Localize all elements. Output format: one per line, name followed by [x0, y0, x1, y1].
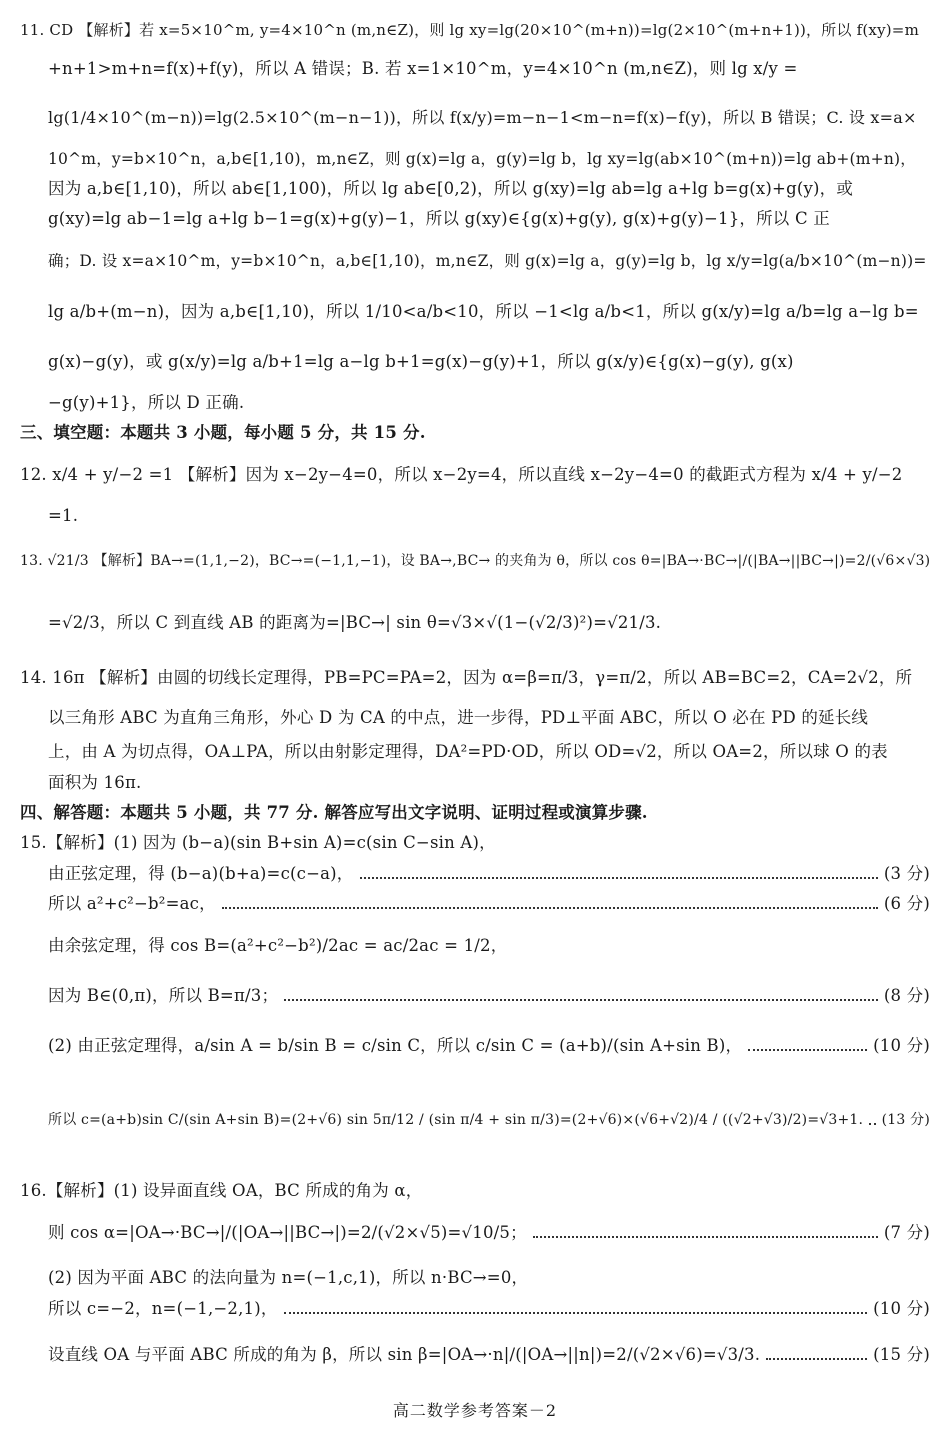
- leader-dots: [869, 1123, 875, 1125]
- leader-dots: [284, 999, 878, 1001]
- q13-line-2: =√2/3，所以 C 到直线 AB 的距离为=|BC→| sin θ=√3×√(1−(√2/3)²)=√21/3.: [48, 613, 662, 632]
- q11-line-7: 确；D. 设 x=a×10^m，y=b×10^n，a,b∈[1,10)，m,n∈Z，则 g(x)=lg a，g(y)=lg b，lg x/y=lg(a/b×10^(m−n))=: [48, 252, 927, 270]
- q15-step-2: [48, 891, 930, 917]
- q12-line-1: 12. x/4 + y/−2 =1 【解析】因为 x−2y−4=0，所以 x−2y=4，所以直线 x−2y−4=0 的截距式方程为 x/4 + y/−2: [20, 465, 903, 484]
- section-4-heading: 四、解答题：本题共 5 小题，共 77 分. 解答应写出文字说明、证明过程或演算步骤.: [20, 803, 648, 822]
- q16-step-4: [48, 1342, 930, 1368]
- q11-line-2: +n+1>m+n=f(x)+f(y)，所以 A 错误；B. 若 x=1×10^m，y=4×10^n (m,n∈Z)，则 lg x/y =: [48, 59, 798, 78]
- q11-line-9: g(x)−g(y)，或 g(x/y)=lg a/b+1=lg a−lg b+1=g(x)−g(y)+1，所以 g(x/y)∈{g(x)−g(y), g(x): [48, 352, 794, 371]
- leader-dots: [222, 907, 878, 909]
- leader-dots: [284, 1312, 868, 1314]
- q15-step-4: [48, 983, 930, 1009]
- q15-step-5-score: (10 分): [873, 1036, 930, 1055]
- leader-dots: [766, 1358, 867, 1360]
- q11-line-3: lg(1/4×10^(m−n))=lg(2.5×10^(m−n−1))，所以 f(x/y)=m−n−1<m−n=f(x)−f(y)，所以 B 错误；C. 设 x=a×: [48, 108, 917, 127]
- q11-line-8: lg a/b+(m−n)，因为 a,b∈[1,10)，所以 1/10<a/b<10，所以 −1<lg a/b<1，所以 g(x/y)=lg a/b=lg a−lg b=: [48, 302, 919, 321]
- q15-step-5: [48, 1033, 930, 1059]
- q16-step-1-text: 则 cos α=|OA→·BC→|/(|OA→||BC→|)=2/(√2×√5)=√10/5；: [48, 1223, 527, 1242]
- q11-line-1: 11. CD 【解析】若 x=5×10^m, y=4×10^n (m,n∈Z)，则 lg xy=lg(20×10^(m+n))=lg(2×10^(m+n+1))，所以 f(xy)=m: [20, 21, 920, 39]
- q12-line-2: =1.: [48, 506, 79, 525]
- leader-dots: [360, 877, 878, 879]
- q13-line-1: 13. √21/3 【解析】BA→=(1,1,−2)，BC→=(−1,1,−1)，设 BA→,BC→ 的夹角为 θ，所以 cos θ=|BA→·BC→|/(|BA→||BC→|)=2/(√6×√3): [20, 553, 931, 569]
- q15-step-5-text: (2) 由正弦定理得，a/sin A = b/sin B = c/sin C，所以 c/sin C = (a+b)/(sin A+sin B)，: [48, 1036, 743, 1055]
- q15-step-1-text: 由正弦定理，得 (b−a)(b+a)=c(c−a)，: [48, 864, 354, 883]
- q15-step-6: [48, 1107, 930, 1133]
- q15-step-1: [48, 861, 930, 887]
- section-3-heading: 三、填空题：本题共 3 小题，每小题 5 分，共 15 分.: [20, 423, 426, 442]
- q11-line-5: 因为 a,b∈[1,10)，所以 ab∈[1,100)，所以 lg ab∈[0,2)，所以 g(xy)=lg ab=lg a+lg b=g(x)+g(y)，或: [48, 179, 854, 198]
- q15-heading: 15.【解析】(1) 因为 (b−a)(sin B+sin A)=c(sin C−sin A)，: [20, 833, 496, 852]
- q15-step-6-text: 所以 c=(a+b)sin C/(sin A+sin B)=(2+√6) sin 5π/12 / (sin π/4 + sin π/3)=(2+√6)×(√6+√2)/4 / ((√2+√3)/2)=√3+1.: [48, 1112, 864, 1128]
- q16-heading: 16.【解析】(1) 设异面直线 OA，BC 所成的角为 α，: [20, 1181, 423, 1200]
- q15-step-3: 由余弦定理，得 cos B=(a²+c²−b²)/2ac = ac/2ac = 1/2，: [48, 936, 508, 955]
- q15-step-2-text: 所以 a²+c²−b²=ac，: [48, 894, 216, 913]
- q16-step-1: [48, 1220, 930, 1246]
- leader-dots: [533, 1236, 878, 1238]
- q16-step-3: [48, 1296, 930, 1322]
- q15-step-2-score: (6 分): [883, 894, 930, 913]
- q15-step-1-score: (3 分): [883, 864, 930, 883]
- q11-line-6: g(xy)=lg ab−1=lg a+lg b−1=g(x)+g(y)−1，所以 g(xy)∈{g(x)+g(y), g(x)+g(y)−1}，所以 C 正: [48, 209, 830, 228]
- q11-line-4: 10^m，y=b×10^n，a,b∈[1,10)，m,n∈Z，则 g(x)=lg a，g(y)=lg b，lg xy=lg(ab×10^(m+n))=lg ab+(m+n)，: [48, 150, 916, 168]
- q16-step-1-score: (7 分): [883, 1223, 930, 1242]
- q11-line-10: −g(y)+1}，所以 D 正确.: [48, 393, 245, 412]
- page-footer: 高二数学参考答案－2: [392, 1401, 558, 1420]
- q15-step-4-score: (8 分): [883, 986, 930, 1005]
- q14-line-3: 上，由 A 为切点得，OA⊥PA，所以由射影定理得，DA²=PD·OD，所以 OD=√2，所以 OA=2，所以球 O 的表: [48, 742, 888, 761]
- q14-line-1: 14. 16π 【解析】由圆的切线长定理得，PB=PC=PA=2，因为 α=β=π/3，γ=π/2，所以 AB=BC=2，CA=2√2，所: [20, 668, 913, 687]
- q16-step-4-text: 设直线 OA 与平面 ABC 所成的角为 β，所以 sin β=|OA→·n|/(|OA→||n|)=2/(√2×√6)=√3/3.: [48, 1345, 761, 1364]
- leader-dots: [748, 1049, 867, 1051]
- q16-step-3-text: 所以 c=−2，n=(−1,−2,1)，: [48, 1299, 278, 1318]
- q16-step-4-score: (15 分): [873, 1345, 930, 1364]
- q14-line-4: 面积为 16π.: [48, 773, 142, 792]
- q15-step-4-text: 因为 B∈(0,π)，所以 B=π/3；: [48, 986, 279, 1005]
- q16-step-3-score: (10 分): [873, 1299, 930, 1318]
- q16-step-2: (2) 因为平面 ABC 的法向量为 n=(−1,c,1)，所以 n·BC→=0，: [48, 1268, 529, 1287]
- q15-step-6-score: (13 分): [881, 1112, 930, 1128]
- q14-line-2: 以三角形 ABC 为直角三角形，外心 D 为 CA 的中点，进一步得，PD⊥平面 ABC，所以 O 必在 PD 的延长线: [48, 708, 869, 727]
